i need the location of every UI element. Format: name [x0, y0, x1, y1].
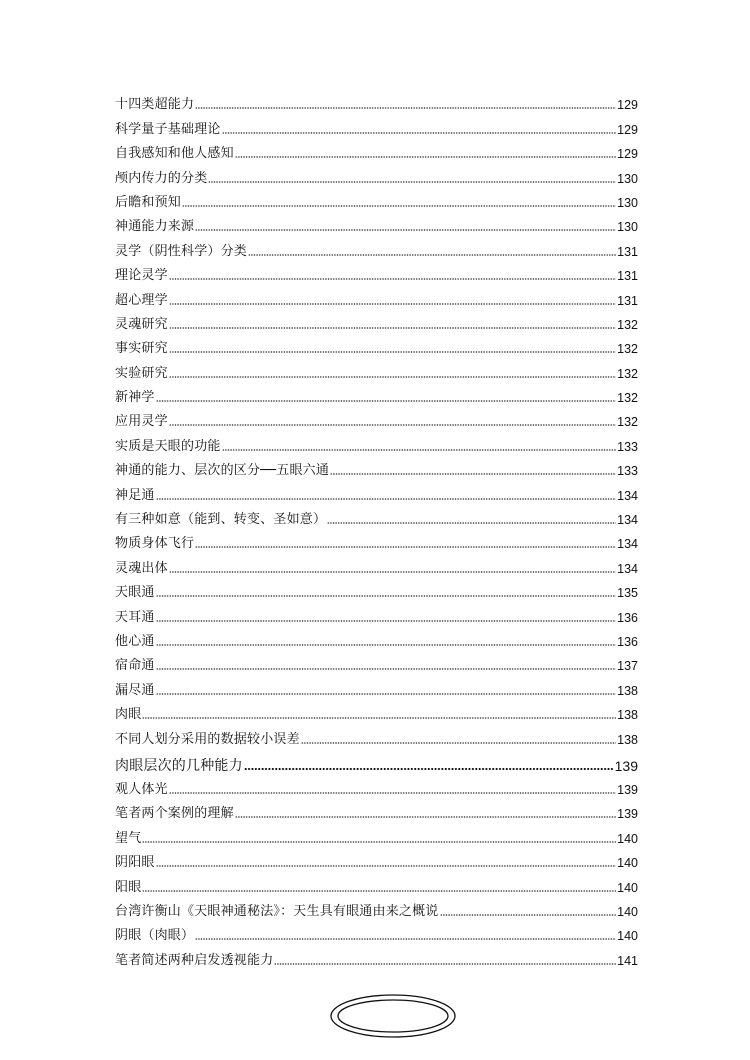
toc-entry[interactable] [115, 577, 638, 601]
toc-entry-page-number: 138 [617, 683, 638, 698]
toc-entry-title: 神通的能力、层次的区分──五眼六通 [115, 463, 330, 479]
toc-entry-page-number: 139 [617, 782, 638, 797]
toc-entry[interactable] [115, 552, 638, 576]
toc-entry[interactable] [115, 774, 638, 798]
toc-entry-page-number: 132 [617, 415, 638, 430]
toc-entry[interactable] [115, 748, 638, 774]
dot-leader [222, 448, 617, 452]
toc-entry-page-number: 136 [617, 634, 638, 649]
toc-entry[interactable] [115, 162, 638, 186]
dot-leader [169, 350, 616, 354]
dot-leader [327, 521, 616, 525]
toc-entry[interactable] [115, 674, 638, 698]
toc-entry-title: 颅内传力的分类 [115, 170, 208, 186]
toc-entry-page-number: 132 [617, 391, 638, 406]
dot-leader [195, 106, 616, 110]
dot-leader [208, 180, 616, 184]
toc-entry[interactable] [115, 871, 638, 895]
toc-entry[interactable] [115, 504, 638, 528]
dot-leader [169, 277, 616, 281]
toc-entry[interactable] [115, 822, 638, 846]
dot-leader [248, 253, 616, 257]
toc-entry[interactable] [115, 455, 638, 479]
toc-entry-page-number: 132 [617, 366, 638, 381]
dot-leader [195, 228, 616, 232]
toc-entry-page-number: 129 [617, 98, 638, 113]
dot-leader [440, 913, 617, 917]
toc-entry-page-number: 133 [617, 464, 638, 479]
toc-entry[interactable] [115, 260, 638, 284]
toc-entry-page-number: 138 [617, 732, 638, 747]
toc-entry[interactable] [115, 601, 638, 625]
dot-leader [156, 594, 617, 598]
dot-leader [301, 741, 616, 745]
double-ellipse-ornament-icon [328, 992, 458, 1040]
toc-entry-page-number: 131 [617, 269, 638, 284]
toc-entry[interactable] [115, 528, 638, 552]
dot-leader [156, 619, 617, 623]
toc-entry-title: 不同人划分采用的数据较小误差 [115, 731, 300, 747]
toc-entry-title: 灵魂研究 [115, 316, 168, 332]
toc-entry[interactable] [115, 357, 638, 381]
toc-entry[interactable] [115, 699, 638, 723]
toc-entry[interactable] [115, 138, 638, 162]
dot-leader [156, 667, 617, 671]
toc-entry-title: 观人体光 [115, 781, 168, 797]
toc-entry-title: 宿命通 [115, 658, 155, 674]
toc-entry-page-number: 130 [617, 195, 638, 210]
toc-entry-title: 天眼通 [115, 585, 155, 601]
toc-entry-title: 超心理学 [115, 292, 168, 308]
toc-entry[interactable] [115, 896, 638, 920]
toc-entry-page-number: 129 [617, 147, 638, 162]
toc-entry[interactable] [115, 187, 638, 211]
toc-entry-page-number: 140 [617, 856, 638, 871]
toc-entry[interactable] [115, 626, 638, 650]
dot-leader [244, 767, 614, 771]
dot-leader [142, 716, 616, 720]
toc-entry[interactable] [115, 284, 638, 308]
toc-entry-title: 十四类超能力 [115, 97, 195, 113]
toc-entry[interactable] [115, 113, 638, 137]
toc-entry-title: 肉眼层次的几种能力 [115, 757, 243, 774]
toc-entry[interactable] [115, 430, 638, 454]
toc-entry-page-number: 134 [617, 561, 638, 576]
toc-entry-title: 实质是天眼的功能 [115, 438, 221, 454]
dot-leader [182, 204, 616, 208]
toc-entry-title: 漏尽通 [115, 682, 155, 698]
dot-leader [169, 791, 616, 795]
toc-entry-page-number: 140 [617, 831, 638, 846]
toc-entry-title: 后瞻和预知 [115, 194, 182, 210]
toc-entry-page-number: 134 [617, 488, 638, 503]
toc-entry-title: 阳眼 [115, 879, 142, 895]
toc-entry-page-number: 129 [617, 122, 638, 137]
dot-leader [169, 326, 616, 330]
dot-leader [156, 399, 617, 403]
toc-entry-title: 新神学 [115, 390, 155, 406]
toc-entry-title: 有三种如意（能到、转变、圣如意） [115, 512, 327, 528]
toc-entry[interactable] [115, 211, 638, 235]
toc-entry-title: 事实研究 [115, 341, 168, 357]
toc-entry-title: 神足通 [115, 487, 155, 503]
table-of-contents [115, 89, 638, 969]
dot-leader [222, 131, 617, 135]
toc-entry-title: 阴眼（肉眼） [115, 928, 195, 944]
dot-leader [330, 472, 616, 476]
toc-entry-page-number: 141 [617, 953, 638, 968]
toc-entry-title: 神通能力来源 [115, 219, 195, 235]
toc-entry[interactable] [115, 479, 638, 503]
dot-leader [195, 545, 616, 549]
toc-entry-title: 他心通 [115, 633, 155, 649]
toc-entry-page-number: 132 [617, 317, 638, 332]
dot-leader [274, 962, 616, 966]
toc-entry[interactable] [115, 944, 638, 968]
toc-entry-title: 望气 [115, 830, 142, 846]
toc-entry[interactable] [115, 847, 638, 871]
toc-entry-page-number: 130 [617, 220, 638, 235]
toc-entry-page-number: 131 [617, 293, 638, 308]
toc-entry[interactable] [115, 723, 638, 747]
toc-entry-page-number: 137 [617, 659, 638, 674]
dot-leader [156, 864, 617, 868]
toc-entry-page-number: 140 [617, 880, 638, 895]
dot-leader [169, 302, 616, 306]
toc-entry-title: 科学量子基础理论 [115, 121, 221, 137]
toc-entry[interactable] [115, 406, 638, 430]
dot-leader [235, 155, 616, 159]
toc-entry-page-number: 135 [617, 586, 638, 601]
dot-leader [169, 375, 616, 379]
dot-leader [195, 937, 616, 941]
dot-leader [169, 570, 616, 574]
toc-entry-page-number: 140 [617, 929, 638, 944]
toc-entry-title: 物质身体飞行 [115, 536, 195, 552]
toc-entry-page-number: 133 [617, 439, 638, 454]
toc-entry-page-number: 134 [617, 513, 638, 528]
dot-leader [235, 815, 616, 819]
toc-entry[interactable] [115, 920, 638, 944]
toc-entry-page-number: 132 [617, 342, 638, 357]
dot-leader [142, 840, 616, 844]
toc-entry-page-number: 139 [617, 807, 638, 822]
toc-entry[interactable] [115, 798, 638, 822]
dot-leader [142, 889, 616, 893]
toc-entry-page-number: 131 [617, 244, 638, 259]
toc-entry[interactable] [115, 382, 638, 406]
toc-entry-title: 灵魂出体 [115, 560, 168, 576]
dot-leader [169, 423, 616, 427]
toc-entry[interactable] [115, 235, 638, 259]
toc-entry-title: 笔者两个案例的理解 [115, 806, 234, 822]
toc-entry-title: 实验研究 [115, 365, 168, 381]
toc-entry-title: 台湾许衡山《天眼神通秘法》：天生具有眼通由来之概说 [115, 903, 439, 919]
dot-leader [156, 643, 617, 647]
toc-entry[interactable] [115, 650, 638, 674]
toc-entry-title: 应用灵学 [115, 414, 168, 430]
toc-entry[interactable] [115, 89, 638, 113]
toc-entry[interactable] [115, 333, 638, 357]
toc-entry-title: 笔者简述两种启发透视能力 [115, 952, 274, 968]
toc-entry-title: 灵学（阴性科学）分类 [115, 243, 248, 259]
dot-leader [156, 497, 617, 501]
toc-entry-page-number: 139 [614, 757, 638, 774]
toc-entry-title: 理论灵学 [115, 268, 168, 284]
toc-entry-page-number: 140 [617, 904, 638, 919]
toc-entry-page-number: 130 [617, 171, 638, 186]
toc-entry[interactable] [115, 309, 638, 333]
toc-entry-title: 天耳通 [115, 609, 155, 625]
toc-entry-page-number: 134 [617, 537, 638, 552]
toc-entry-page-number: 136 [617, 610, 638, 625]
dot-leader [156, 692, 617, 696]
toc-entry-title: 肉眼 [115, 707, 142, 723]
toc-entry-page-number: 138 [617, 708, 638, 723]
toc-entry-title: 自我感知和他人感知 [115, 146, 234, 162]
toc-entry-title: 阴阳眼 [115, 855, 155, 871]
